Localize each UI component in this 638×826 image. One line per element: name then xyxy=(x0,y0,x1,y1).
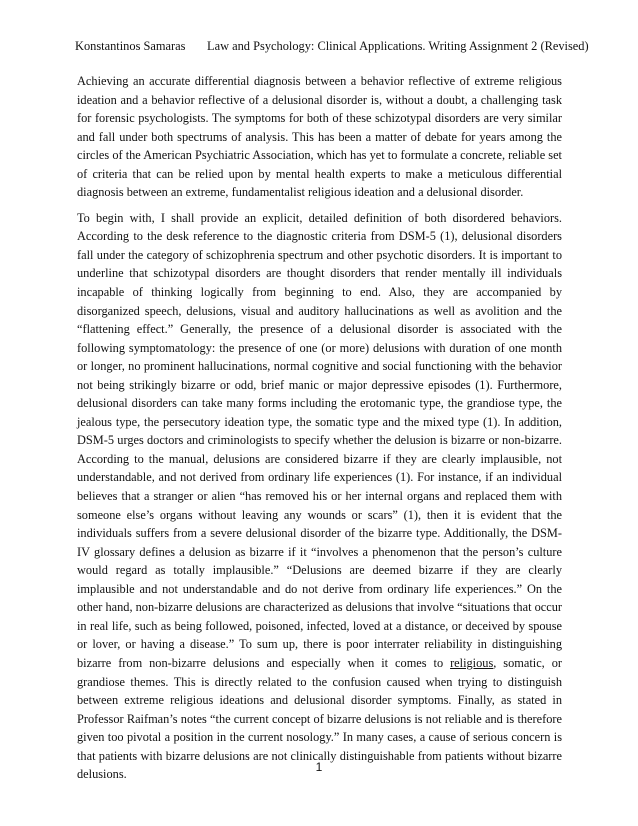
page-number: 1 xyxy=(315,760,323,774)
paragraph-2-text-start: To begin with, I shall provide an explicit, detailed definition of both disordered behaviors. According to the desk reference to the diagnostic criteria from DSM-5 (1), delusional disorders fall under the category of schizophrenia spectrum and other psychotic disorders. It is important to underline that schizotypal disorders are thought disorders that render mentally ill individuals incapable of thinking logically from beginning to end. Also, they are accompanied by disorganized speech, delusions, visual and auditory hallucinations as well as avolition and the “flattening effect.” Generally, the presence of a delusional disorder is associated with the following symptomatology: the presence of one (or more) delusions with duration of one month or longer, no prominent hallucinations, normal cognitive and social functioning with the behavior not being strikingly bizarre or odd, brief manic or major depressive episodes (1). Furthermore, delusional disorders can take many forms including the erotomanic type, the grandiose type, the jealous type, the persecutory ideation type, the somatic type and the mixed type (1). In addition, DSM-5 urges doctors and criminologists to specify whether the delusion is bizarre or non-bizarre. According to the manual, delusions are considered bizarre if they are clearly implausible, not understandable, and not derived from ordinary life experiences (1). For instance, if an individual believes that a stranger or alien “has removed his or her internal organs and replaced them with someone else’s organs without leaving any wounds or scars” (1), then it is evident that the individuals suffers from a severe delusional disorder of the bizarre type. Additionally, the DSM-IV glossary defines a delusion as bizarre if it “involves a phenomenon that the person’s culture would regard as totally implausible.” “Delusions are deemed bizarre if they are clearly implausible and not understandable and do not derive from ordinary life experiences.” On the other hand, non-bizarre delusions are characterized as delusions that involve “situations that occur in real life, such as being followed, poisoned, infected, loved at a distance, or deceived by spouse or lover, or having a disease.” To sum up, there is poor interrater reliability in distinguishing bizarre from non-bizarre delusions and especially when it comes to xyxy=(77,210,563,670)
header-author: Konstantinos Samaras xyxy=(75,39,186,53)
document-body xyxy=(77,72,562,791)
header-course-title: Law and Psychology: Clinical Applications. Writing Assignment 2 (Revised) xyxy=(207,39,589,53)
paragraph-2 xyxy=(77,209,562,784)
paragraph-2-text-end: , somatic, or grandiose themes. This is directly related to the confusion caused when trying to distinguish between extreme religious ideations and delusional disorder symptoms. Finally, as stated in Professor Raifman’s notes “the current concept of bizarre delusions is not reliable and is therefore given too pivotal a position in the current nosology.” In many cases, a cause of serious concern is that patients with bizarre delusions are not clinically distinguishable from patients without bizarre delusions. xyxy=(77,655,562,782)
underlined-word-religious: religious xyxy=(450,655,494,670)
paragraph-1: Achieving an accurate differential diagnosis between a behavior reflective of extreme religious ideation and a behavior reflective of a delusional disorder is, without a doubt, a challenging task for forensic psychologists. The symptoms for both of these schizotypal disorders are very similar and fall under both spectrums of analysis. This has been a matter of debate for years among the circles of the American Psychiatric Association, which has yet to formulate a concrete, reliable set of criteria that can be relied upon by mental health experts to make a meticulous differential diagnosis between an extreme, fundamentalist religious ideation and a delusional disorder. xyxy=(77,74,562,200)
